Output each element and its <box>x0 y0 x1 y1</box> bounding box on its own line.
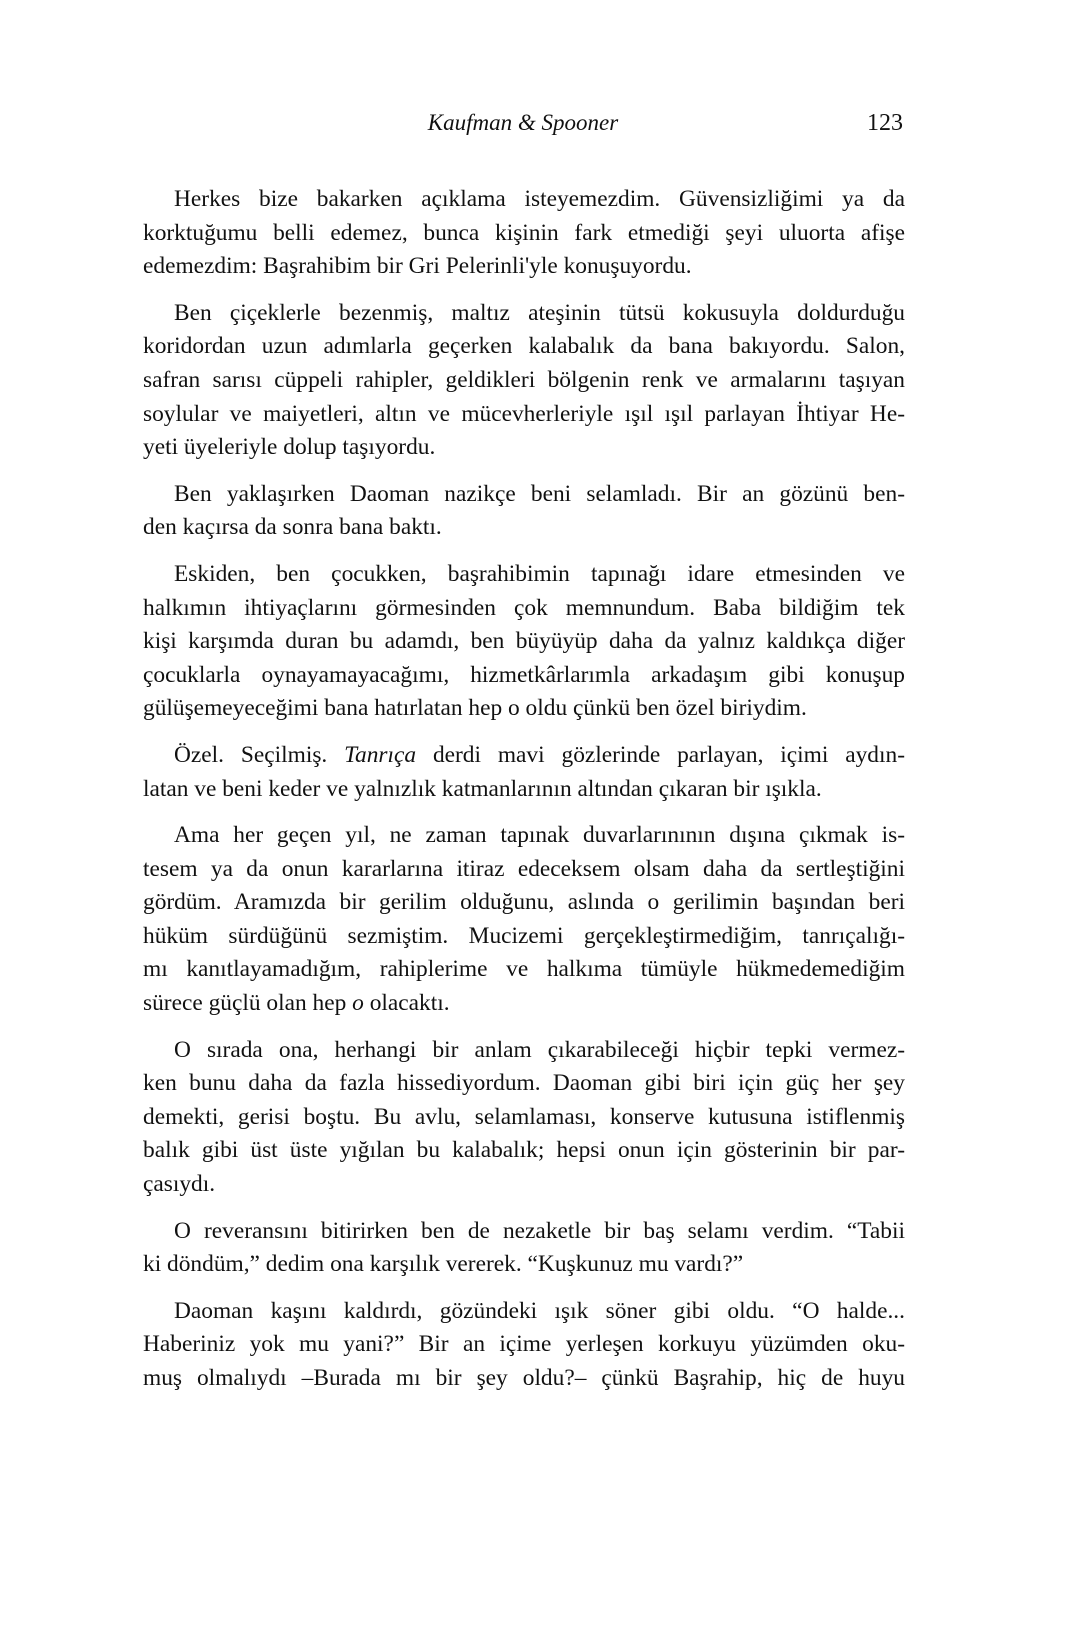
text-line: ken bunu daha da fazla hissediyordum. Daoman gibi biri için güç her şey <box>143 1070 905 1097</box>
text-line: kişi karşımda duran bu adamdı, ben büyüyüp daha da yalnız kaldıkça diğer <box>143 628 905 655</box>
text-line: demekti, gerisi boştu. Bu avlu, selamlaması, konserve kutusuna istiflenmiş <box>143 1103 905 1130</box>
paragraph <box>143 819 905 1021</box>
paragraph <box>143 297 905 465</box>
text-line: Eskiden, ben çocukken, başrahibimin tapınağı idare etmesinden ve <box>174 560 905 587</box>
paragraph <box>143 739 905 806</box>
text-line: latan ve beni keder ve yalnızlık katmanlarının altından çıkaran bir ışıkla. <box>143 775 822 802</box>
text-line: ki döndüm,” dedim ona karşılık vererek. “Kuşkunuz mu vardı?” <box>143 1251 744 1278</box>
text-line: edemezdim: Başrahibim bir Gri Pelerinli'yle konuşuyordu. <box>143 253 692 280</box>
text-line: mı kanıtlayamadığım, rahiplerime ve halkıma tümüyle hükmedemediğim <box>143 956 905 983</box>
text-line: yeti üyeleriyle dolup taşıyordu. <box>143 434 436 461</box>
text-line <box>143 739 905 773</box>
text-line: balık gibi üst üste yığılan bu kalabalık; hepsi onun için gösterinin bir par- <box>143 1137 905 1164</box>
text-line: çasıydı. <box>143 1171 216 1198</box>
page-number: 123 <box>867 110 903 136</box>
text-line: gülüşemeyeceğimi bana hatırlatan hep o oldu çünkü ben özel biriydim. <box>143 695 807 722</box>
text-line: O reveransını bitirirken ben de nezaketle bir baş selamı verdim. “Tabii <box>174 1217 905 1244</box>
text-line: halkımın ihtiyaçlarını görmesinden çok memnundum. Baba bildiğim tek <box>143 594 905 621</box>
paragraph <box>143 1295 905 1396</box>
body-text <box>143 183 905 1409</box>
text-line: soylular ve maiyetleri, altın ve mücevherleriyle ışıl ışıl parlayan İhtiyar He- <box>143 400 905 427</box>
text-line: den kaçırsa da sonra bana baktı. <box>143 514 442 541</box>
text-line: muş olmalıydı –Burada mı bir şey oldu?– çünkü Başrahip, hiç de huyu <box>143 1365 905 1391</box>
paragraph <box>143 478 905 545</box>
text-line: hüküm sürdüğünü sezmiştim. Mucizemi gerçekleştirmediğim, tanrıçalığı- <box>143 922 905 949</box>
text-segment: sürece güçlü olan hep <box>143 990 353 1017</box>
text-line: Haberiniz yok mu yani?” Bir an içime yerleşen korkuyu yüzümden oku- <box>143 1331 905 1358</box>
italic-text: Tanrıça <box>344 741 417 768</box>
text-line: safran sarısı cüppeli rahipler, geldikleri bölgenin renk ve armalarını taşıyan <box>143 366 905 393</box>
text-line: çocuklarla oynayamayacağımı, hizmetkârlarımla arkadaşım gibi konuşup <box>143 661 905 688</box>
text-segment: derdi mavi gözlerinde parlayan, içimi aydın- <box>416 741 905 768</box>
text-line: Daoman kaşını kaldırdı, gözündeki ışık söner gibi oldu. “O halde... <box>174 1297 905 1324</box>
text-line <box>143 987 905 1021</box>
text-line: Ama her geçen yıl, ne zaman tapınak duvarlarınının dışına çıkmak is- <box>174 822 905 849</box>
text-segment: Özel. Seçilmiş. <box>174 741 345 768</box>
paragraph <box>143 1215 905 1282</box>
running-title: Kaufman & Spooner <box>427 110 619 135</box>
paragraph <box>143 1034 905 1202</box>
text-line: tesem ya da onun kararlarına itiraz edeceksem olsam daha da sertleştiğini <box>143 855 905 882</box>
text-line: korktuğumu belli edemez, bunca kişinin fark etmediği şeyi uluorta afişe <box>143 219 905 246</box>
page-header <box>143 110 903 146</box>
paragraph <box>143 558 905 726</box>
paragraph <box>143 183 905 284</box>
text-line: Ben çiçeklerle bezenmiş, maltız ateşinin tütsü kokusuyla doldurduğu <box>174 299 905 326</box>
text-line: Ben yaklaşırken Daoman nazikçe beni selamladı. Bir an gözünü ben- <box>174 480 905 507</box>
text-line: O sırada ona, herhangi bir anlam çıkarabileceği hiçbir tepki vermez- <box>174 1036 905 1063</box>
text-segment: olacaktı. <box>363 990 450 1017</box>
italic-text: o <box>352 990 364 1017</box>
text-line: gördüm. Aramızda bir gerilim olduğunu, aslında o gerilimin başından beri <box>143 889 905 916</box>
text-line: koridordan uzun adımlarla geçerken kalabalık da bana bakıyordu. Salon, <box>143 333 905 360</box>
text-line: Herkes bize bakarken açıklama isteyemezdim. Güvensizliğimi ya da <box>174 186 905 212</box>
